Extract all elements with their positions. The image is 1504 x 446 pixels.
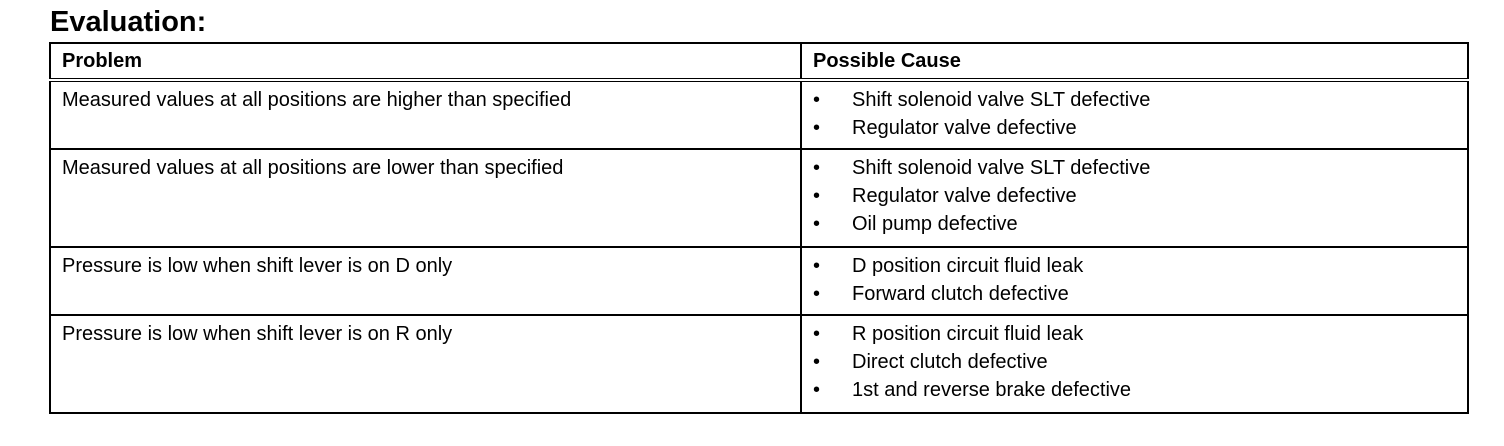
cause-text: Oil pump defective xyxy=(852,213,1018,235)
cause-cell xyxy=(801,247,1468,315)
cause-cell xyxy=(801,149,1468,247)
header-problem: Problem xyxy=(50,43,801,80)
cause-item xyxy=(813,320,1467,348)
cause-item xyxy=(813,114,1467,142)
cause-item xyxy=(813,210,1467,238)
bullet-icon: • xyxy=(813,379,821,401)
cause-text: Forward clutch defective xyxy=(852,283,1069,305)
evaluation-table xyxy=(49,42,1469,414)
problem-cell: Pressure is low when shift lever is on R only xyxy=(50,315,801,413)
cause-cell xyxy=(801,315,1468,413)
problem-cell: Pressure is low when shift lever is on D only xyxy=(50,247,801,315)
cause-cell xyxy=(801,80,1468,149)
bullet-icon: • xyxy=(813,185,821,207)
header-possible-cause: Possible Cause xyxy=(801,43,1468,80)
table-row xyxy=(50,149,1468,247)
cause-text: Regulator valve defective xyxy=(852,117,1077,139)
cause-text: R position circuit fluid leak xyxy=(852,323,1084,345)
bullet-icon: • xyxy=(813,351,821,373)
cause-item xyxy=(813,86,1467,114)
cause-item xyxy=(813,376,1467,404)
cause-text: D position circuit fluid leak xyxy=(852,255,1084,277)
cause-text: Regulator valve defective xyxy=(852,185,1077,207)
cause-text: Direct clutch defective xyxy=(852,351,1048,373)
cause-item xyxy=(813,348,1467,376)
bullet-icon: • xyxy=(813,157,821,179)
cause-item xyxy=(813,280,1467,308)
cause-item xyxy=(813,154,1467,182)
bullet-icon: • xyxy=(813,213,821,235)
cause-list xyxy=(813,154,1467,238)
cause-text: Shift solenoid valve SLT defective xyxy=(852,89,1151,111)
table-header-row xyxy=(50,43,1468,80)
bullet-icon: • xyxy=(813,255,821,277)
cause-item xyxy=(813,182,1467,210)
table-row xyxy=(50,315,1468,413)
page-title: Evaluation: xyxy=(50,6,207,38)
bullet-icon: • xyxy=(813,323,821,345)
table-row xyxy=(50,80,1468,149)
cause-list xyxy=(813,86,1467,142)
cause-list xyxy=(813,320,1467,404)
bullet-icon: • xyxy=(813,117,821,139)
bullet-icon: • xyxy=(813,89,821,111)
cause-text: 1st and reverse brake defective xyxy=(852,379,1132,401)
problem-cell: Measured values at all positions are lower than specified xyxy=(50,149,801,247)
table-row xyxy=(50,247,1468,315)
cause-text: Shift solenoid valve SLT defective xyxy=(852,157,1151,179)
bullet-icon: • xyxy=(813,283,821,305)
cause-item xyxy=(813,252,1467,280)
cause-list xyxy=(813,252,1467,308)
problem-cell: Measured values at all positions are higher than specified xyxy=(50,80,801,149)
